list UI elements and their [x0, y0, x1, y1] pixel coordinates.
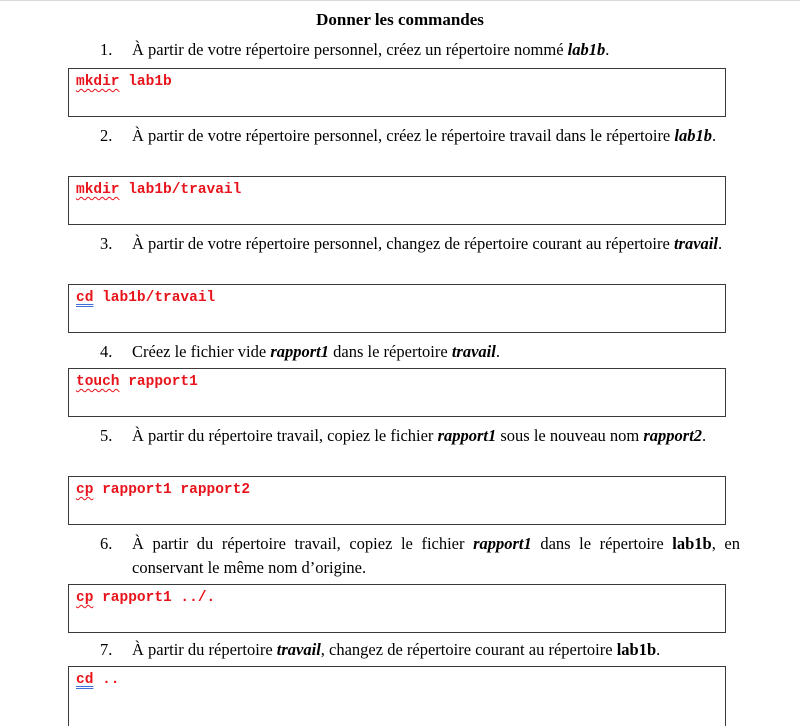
answer-box-7[interactable] — [68, 666, 726, 726]
question-number: 7. — [100, 640, 113, 659]
question-number: 6. — [100, 534, 113, 553]
question-6 — [100, 532, 740, 580]
question-4 — [100, 340, 740, 364]
question-2 — [100, 124, 740, 148]
question-number: 4. — [100, 342, 113, 361]
command-args: lab1b — [119, 74, 172, 90]
question-number: 1. — [100, 40, 113, 59]
command-args: rapport1 — [119, 374, 198, 390]
question-number: 5. — [100, 426, 113, 445]
answer-box-4[interactable] — [68, 368, 726, 417]
question-number: 3. — [100, 234, 113, 253]
question-text: À partir du répertoire travail, changez de répertoire courant au répertoire lab1b. — [132, 640, 661, 659]
question-number: 2. — [100, 126, 113, 145]
command-keyword: cp — [76, 590, 94, 606]
question-text: À partir de votre répertoire personnel, créez un répertoire nommé lab1b. — [132, 40, 610, 59]
answer-box-1[interactable] — [68, 68, 726, 117]
question-text: À partir de votre répertoire personnel, changez de répertoire courant au répertoire travail. — [132, 234, 723, 253]
command-args: rapport1 ../. — [93, 590, 216, 606]
question-text: À partir de votre répertoire personnel, créez le répertoire travail dans le répertoire lab1b. — [132, 126, 717, 145]
page-title: Donner les commandes — [316, 10, 484, 29]
top-divider — [0, 0, 800, 1]
command-keyword: mkdir — [76, 182, 120, 198]
answer-box-6[interactable] — [68, 584, 726, 633]
command-keyword: mkdir — [76, 74, 120, 90]
question-text: À partir du répertoire travail, copiez le fichier rapport1 dans le répertoire lab1b, en conservant le même nom d’origine. — [132, 534, 740, 577]
question-1 — [100, 38, 740, 62]
answer-box-2[interactable] — [68, 176, 726, 225]
command-args: .. — [93, 672, 120, 688]
question-3 — [100, 232, 740, 256]
question-7 — [100, 638, 740, 662]
command-keyword: cp — [76, 482, 94, 498]
command-keyword: touch — [76, 374, 120, 390]
answer-box-3[interactable] — [68, 284, 726, 333]
command-args: lab1b/travail — [93, 290, 216, 306]
answer-box-5[interactable] — [68, 476, 726, 525]
question-5 — [100, 424, 740, 448]
command-keyword: cd — [76, 672, 94, 688]
command-keyword: cd — [76, 290, 94, 306]
command-args: rapport1 rapport2 — [93, 482, 251, 498]
command-args: lab1b/travail — [119, 182, 242, 198]
question-text: Créez le fichier vide rapport1 dans le répertoire travail. — [132, 342, 500, 361]
question-text: À partir du répertoire travail, copiez le fichier rapport1 sous le nouveau nom rapport2. — [132, 426, 707, 445]
